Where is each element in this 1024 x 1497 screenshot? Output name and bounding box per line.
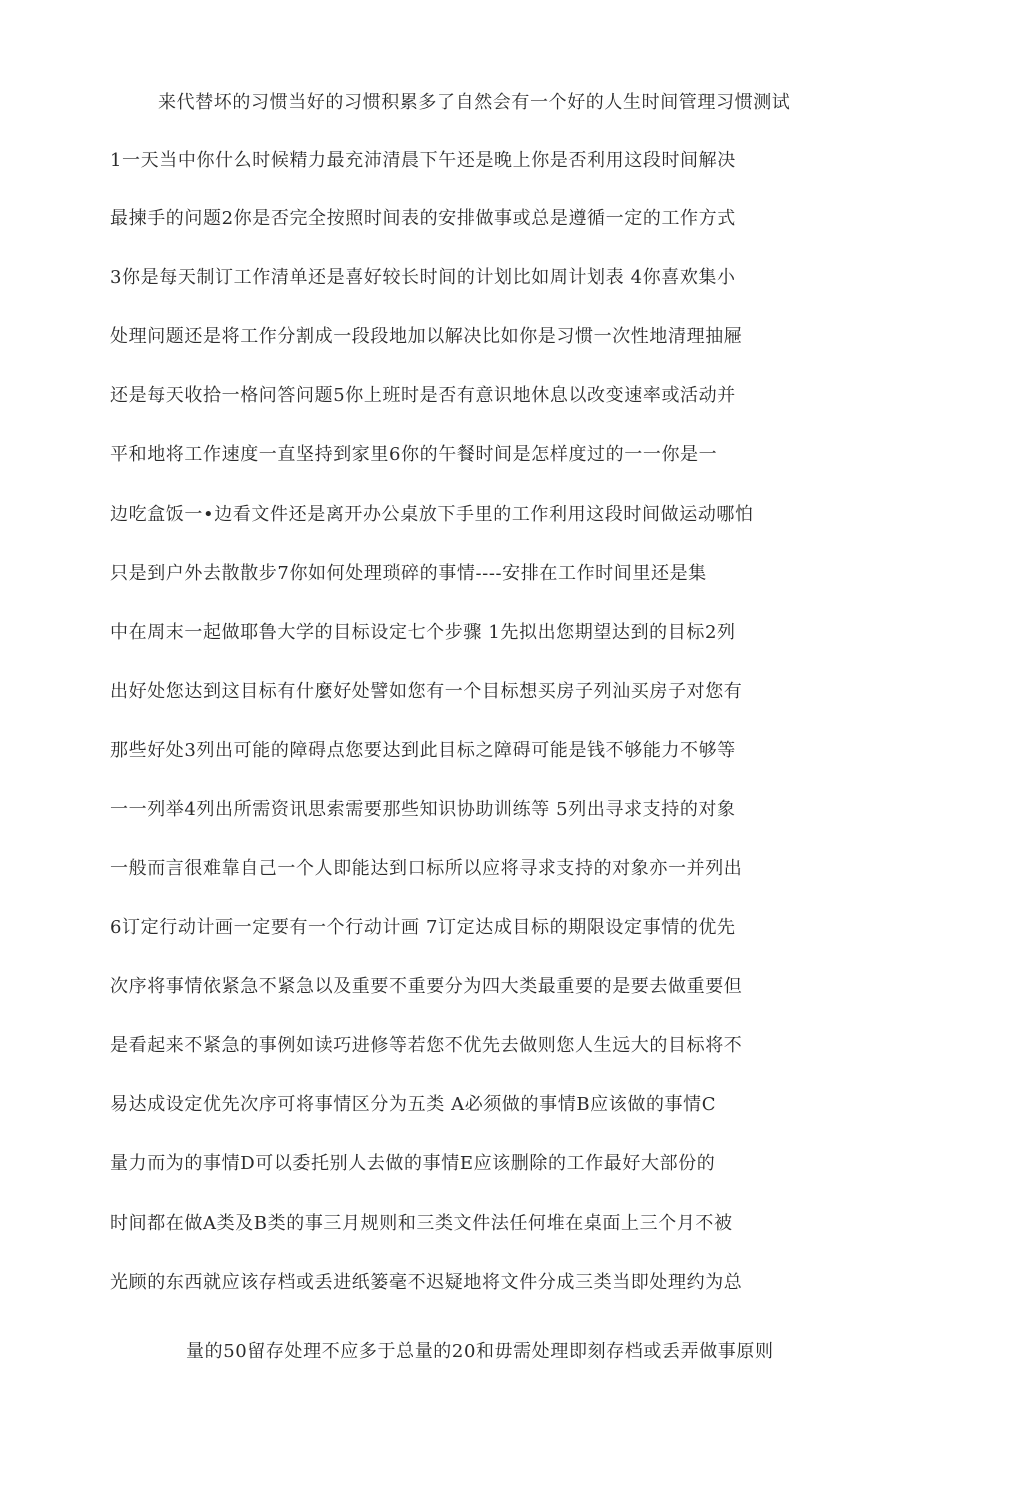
paragraph-line: 次序将事情依紧急不紧急以及重要不重要分为四大类最重要的是要去做重要但 <box>110 976 743 997</box>
paragraph-line: 来代替坏的习惯当好的习惯积累多了自然会有一个好的人生时间管理习惯测试 <box>158 92 791 113</box>
paragraph-line: 3你是每天制订工作清单还是喜好较长时间的计划比如周计划表 4你喜欢集小 <box>110 267 736 288</box>
paragraph-line: 还是每天收拾一格问答问题5你上班时是否有意识地休息以改变速率或活动并 <box>110 385 736 406</box>
paragraph-line: 6订定行动计画一定要有一个行动计画 7订定达成目标的期限设定事情的优先 <box>110 917 736 938</box>
paragraph-line: 量的50留存处理不应多于总量的20和毋需处理即刻存档或丢弄做事原则 <box>186 1341 774 1362</box>
paragraph-line: 1一天当中你什么时候精力最充沛清晨下午还是晚上你是否利用这段时间解决 <box>110 150 736 171</box>
paragraph-line: 量力而为的事情D可以委托别人去做的事情E应该删除的工作最好大部份的 <box>110 1153 716 1174</box>
paragraph-line: 易达成设定优先次序可将事情区分为五类 A必须做的事情B应该做的事情C <box>110 1094 717 1115</box>
paragraph-line: 处理问题还是将工作分割成一段段地加以解决比如你是习惯一次性地清理抽屜 <box>110 326 743 347</box>
paragraph-line: 最揀手的问题2你是否完全按照时间表的安排做事或总是遵循一定的工作方式 <box>110 208 736 229</box>
paragraph-line: 时间都在做A类及B类的事三月规则和三类文件法任何堆在桌面上三个月不被 <box>110 1213 733 1234</box>
paragraph-line: 一般而言很难靠自己一个人即能达到口标所以应将寻求支持的对象亦一并列出 <box>110 858 743 879</box>
paragraph-line: 光顾的东西就应该存档或丢进纸篓毫不迟疑地将文件分成三类当即处理约为总 <box>110 1272 743 1293</box>
paragraph-line: 一一列举4列出所需资讯思索需要那些知识协助训练等 5列出寻求支持的对象 <box>110 799 736 820</box>
paragraph-line: 平和地将工作速度一直坚持到家里6你的午餐时间是怎样度过的一一你是一 <box>110 444 718 465</box>
paragraph-line: 中在周末一起做耶鲁大学的目标设定七个步骤 1先拟出您期望达到的目标2列 <box>110 622 736 643</box>
paragraph-line: 只是到户外去散散步7你如何处理琐碎的事情----安排在工作时间里还是集 <box>110 563 707 584</box>
paragraph-line: 那些好处3列出可能的障碍点您要达到此目标之障碍可能是钱不够能力不够等 <box>110 740 736 761</box>
paragraph-line: 是看起来不紧急的事例如读巧进修等若您不优先去做则您人生远大的目标将不 <box>110 1035 743 1056</box>
paragraph-line: 出好处您达到这目标有什麼好处譬如您有一个目标想买房子列汕买房子对您有 <box>110 681 743 702</box>
paragraph-line: 边吃盒饭一•边看文件还是离开办公桌放下手里的工作利用这段时间做运动哪怕 <box>110 504 754 525</box>
